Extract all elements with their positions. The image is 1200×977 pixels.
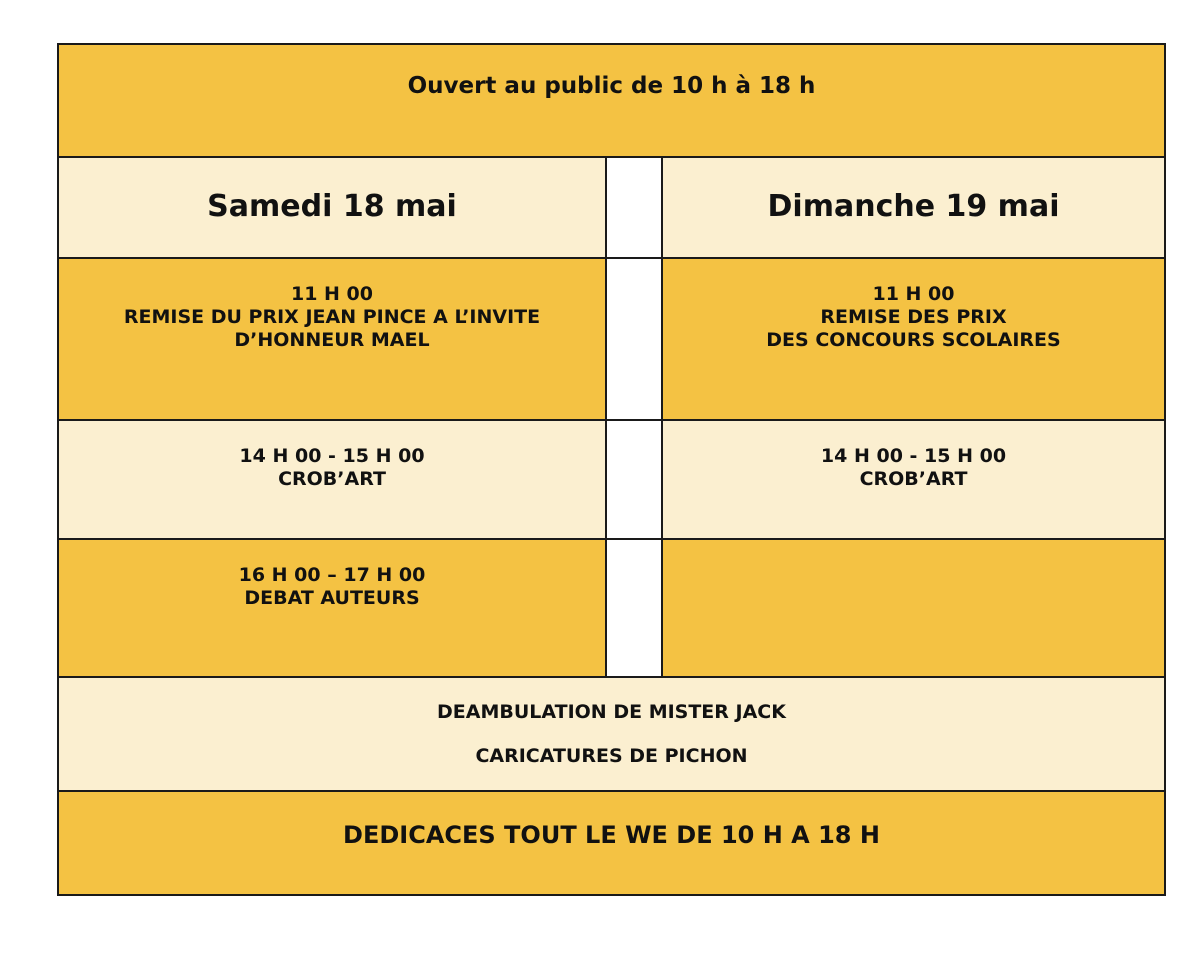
gap-cell: [605, 419, 663, 540]
opening-hours-row: [57, 43, 1166, 158]
gap-cell: [605, 156, 663, 259]
event-time: 16 H 00 – 17 H 00: [238, 564, 426, 586]
day-header-sunday: [661, 156, 1166, 259]
gap-cell: [605, 538, 663, 678]
event-title-line: REMISE DES PRIX: [820, 306, 1007, 328]
saturday-event-2: [57, 419, 607, 540]
weekend-activity: DEAMBULATION DE MISTER JACK: [437, 701, 786, 723]
weekend-activities-row: [57, 676, 1166, 792]
event-title-line: DES CONCOURS SCOLAIRES: [766, 329, 1061, 351]
event-title-line: D’HONNEUR MAEL: [234, 329, 430, 351]
event-title-line: CROB’ART: [859, 468, 968, 490]
saturday-event-3: [57, 538, 607, 678]
opening-hours-title: Ouvert au public de 10 h à 18 h: [407, 73, 816, 99]
event-title-line: DEBAT AUTEURS: [244, 587, 420, 609]
day-header-saturday: [57, 156, 607, 259]
day-label-saturday: Samedi 18 mai: [207, 189, 457, 224]
day-label-sunday: Dimanche 19 mai: [767, 189, 1060, 224]
event-time: 11 H 00: [872, 283, 955, 305]
sunday-event-1: [661, 257, 1166, 421]
gap-cell: [605, 257, 663, 421]
event-time: 14 H 00 - 15 H 00: [239, 445, 425, 467]
event-time: 11 H 00: [290, 283, 373, 305]
event-time: 14 H 00 - 15 H 00: [820, 445, 1007, 467]
event-title-line: CROB’ART: [278, 468, 386, 490]
signing-row: [57, 790, 1166, 896]
signing-text: DEDICACES TOUT LE WE DE 10 H A 18 H: [343, 821, 880, 849]
sunday-event-empty: [661, 538, 1166, 678]
weekend-activity: CARICATURES DE PICHON: [475, 745, 748, 767]
saturday-event-1: [57, 257, 607, 421]
event-title-line: REMISE DU PRIX JEAN PINCE A L’INVITE: [123, 306, 541, 328]
schedule-table: [57, 43, 1166, 896]
sunday-event-2: [661, 419, 1166, 540]
